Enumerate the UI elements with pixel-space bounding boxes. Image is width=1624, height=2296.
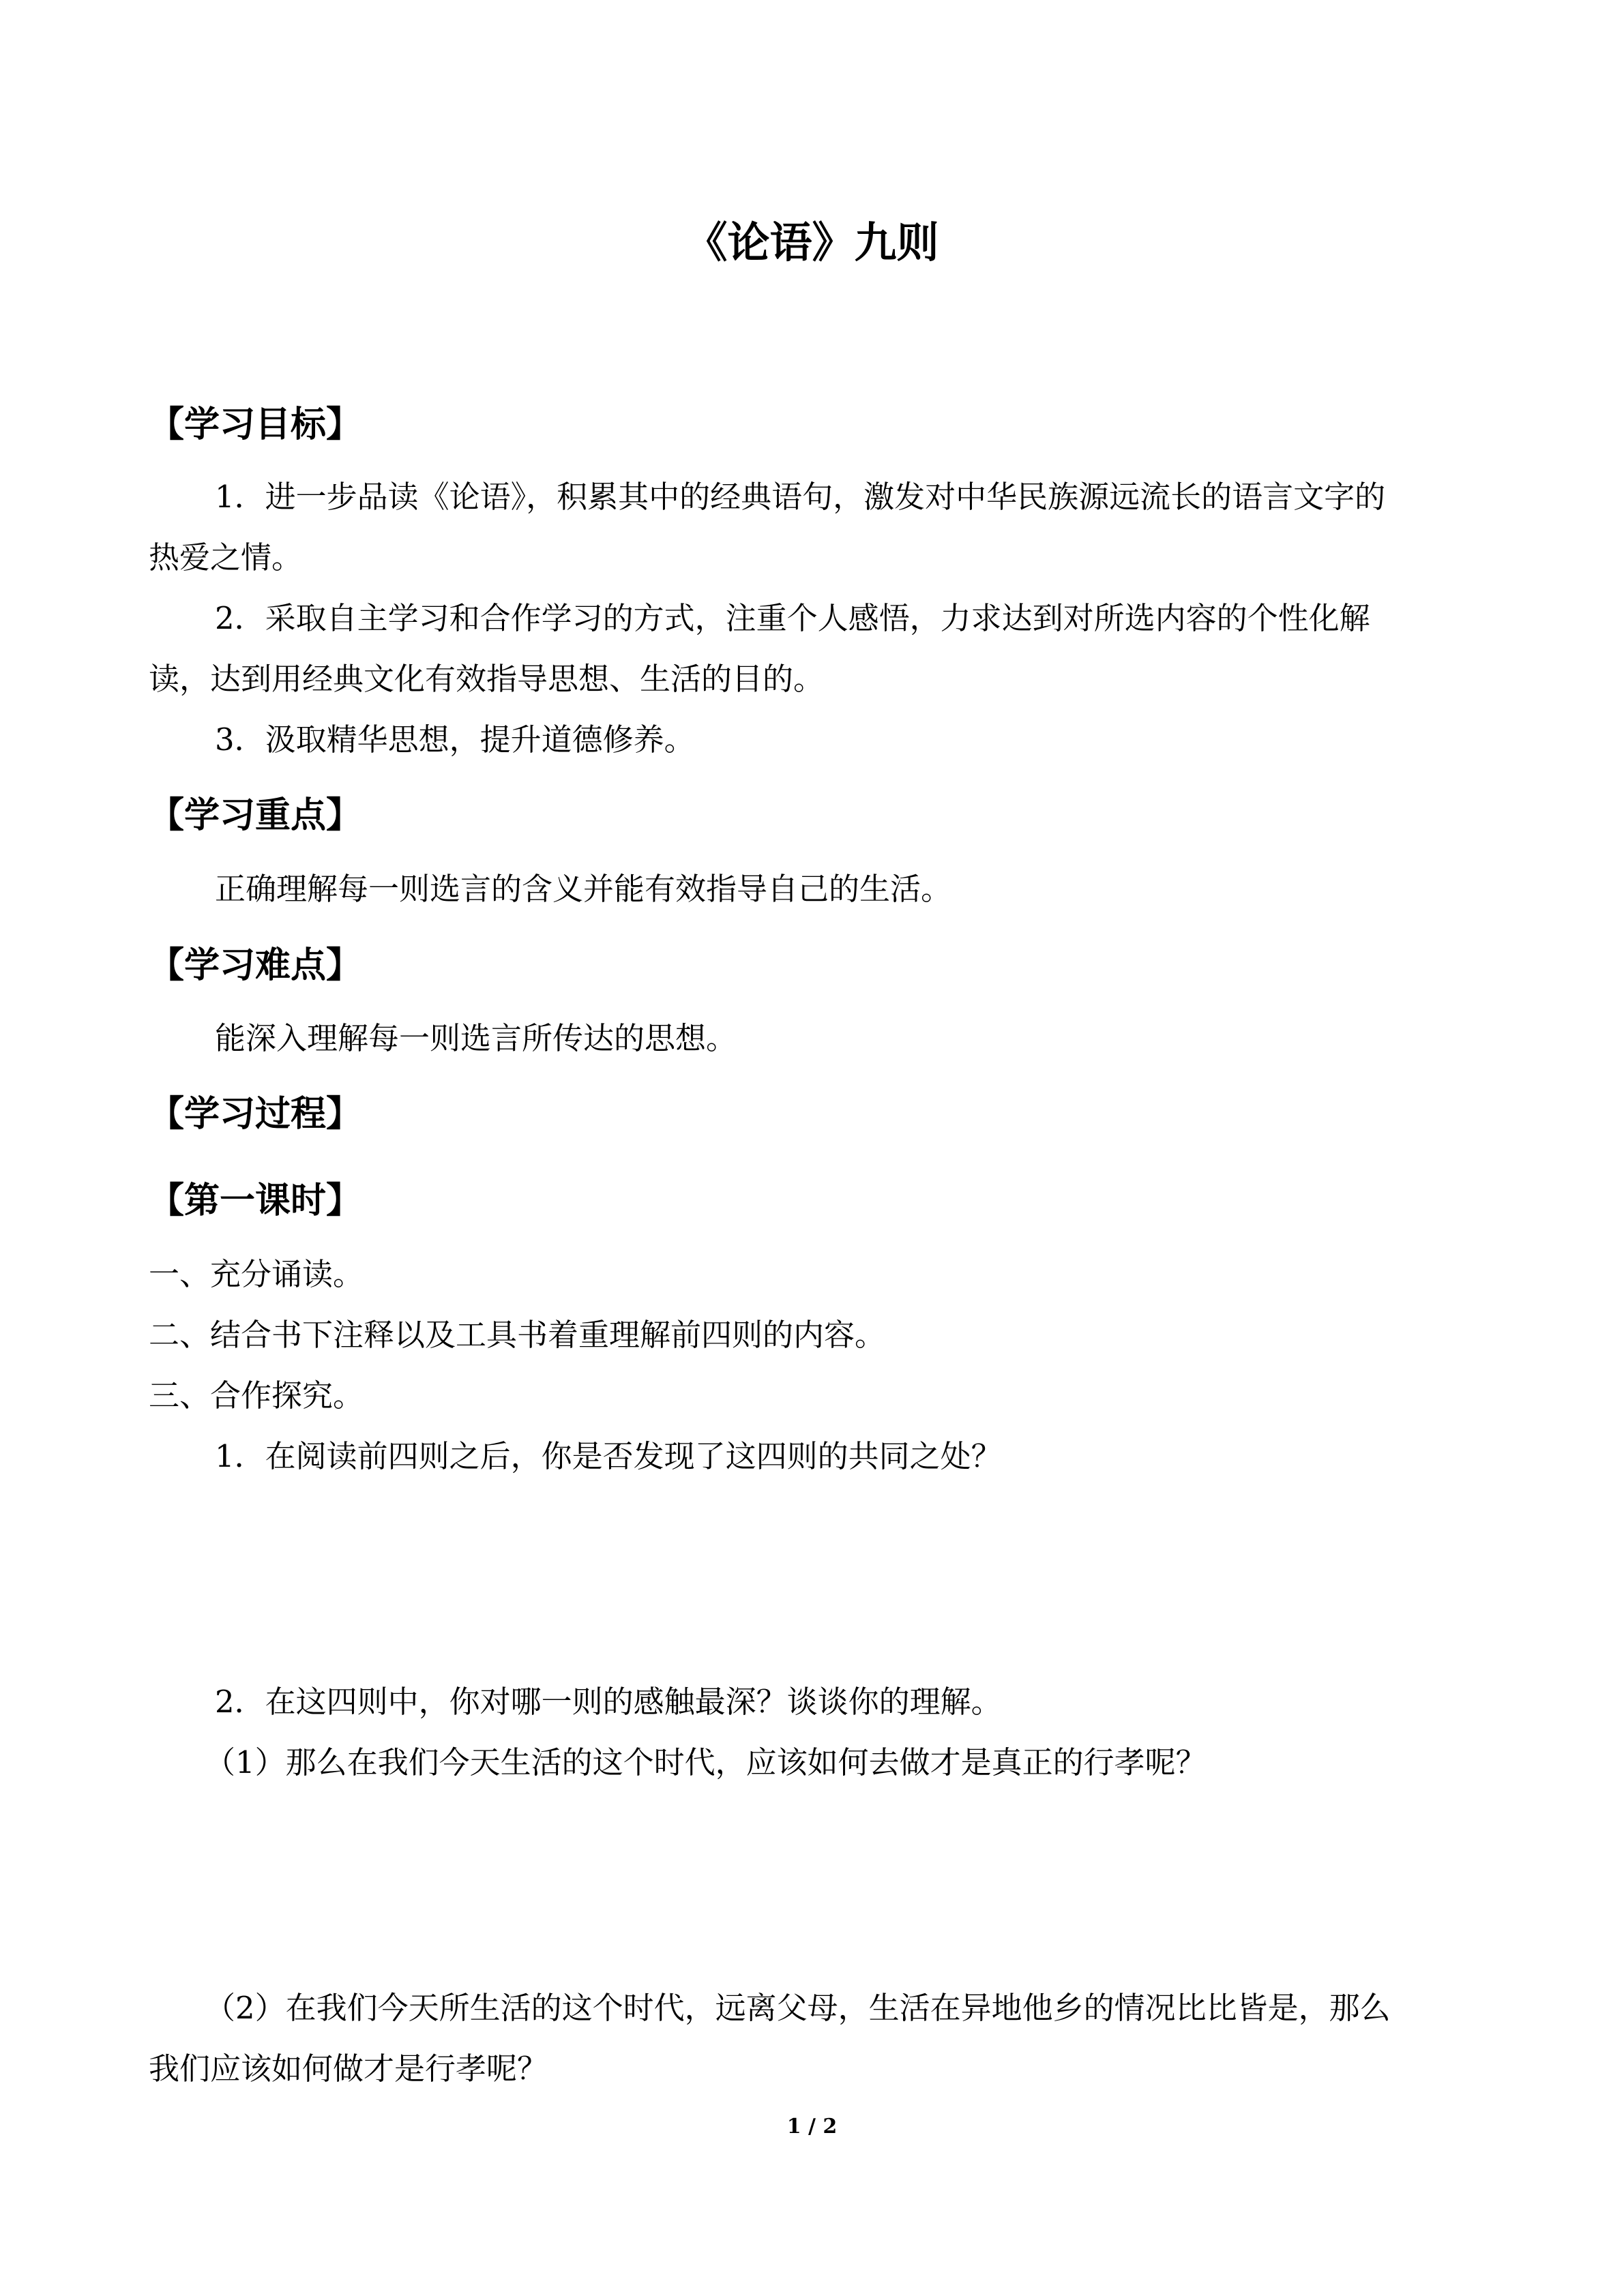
document-title: 《论语》九则	[685, 218, 939, 267]
heading-difficulties: 【学习难点】	[149, 945, 362, 986]
question-2-sub-2-line-2: 我们应该如何做才是行孝呢？	[149, 2051, 548, 2087]
objective-2-line-1: 2．采取自主学习和合作学习的方式，注重个人感悟，力求达到对所选内容的个性化解	[215, 600, 1370, 636]
heading-lesson-1: 【第一课时】	[149, 1180, 362, 1221]
question-2: 2．在这四则中，你对哪一则的感触最深？谈谈你的理解。	[215, 1684, 1002, 1720]
objective-1-line-1: 1．进一步品读《论语》，积累其中的经典语句，激发对中华民族源远流长的语言文字的	[215, 479, 1386, 515]
question-2-sub-1: （1）那么在我们今天生活的这个时代，应该如何去做才是真正的行孝呢？	[205, 1744, 1207, 1780]
question-2-sub-2-line-1: （2）在我们今天所生活的这个时代，远离父母，生活在异地他乡的情况比比皆是，那么	[205, 1990, 1391, 2026]
step-3: 三、合作探究。	[149, 1377, 364, 1414]
objective-2-line-2: 读，达到用经典文化有效指导思想、生活的目的。	[149, 661, 825, 697]
key-points-text: 正确理解每一则选言的含义并能有效指导自己的生活。	[215, 871, 952, 907]
heading-objectives: 【学习目标】	[149, 404, 362, 445]
page-number: 1 / 2	[786, 2115, 838, 2138]
heading-process: 【学习过程】	[149, 1094, 362, 1135]
objective-1-line-2: 热爱之情。	[149, 539, 303, 576]
step-1: 一、充分诵读。	[149, 1256, 364, 1292]
difficulties-text: 能深入理解每一则选言所传达的思想。	[215, 1020, 737, 1056]
question-1: 1．在阅读前四则之后，你是否发现了这四则的共同之处？	[215, 1438, 1002, 1474]
step-2: 二、结合书下注释以及工具书着重理解前四则的内容。	[149, 1317, 886, 1353]
heading-key-points: 【学习重点】	[149, 795, 362, 836]
objective-3: 3．汲取精华思想，提升道德修养。	[215, 721, 695, 758]
